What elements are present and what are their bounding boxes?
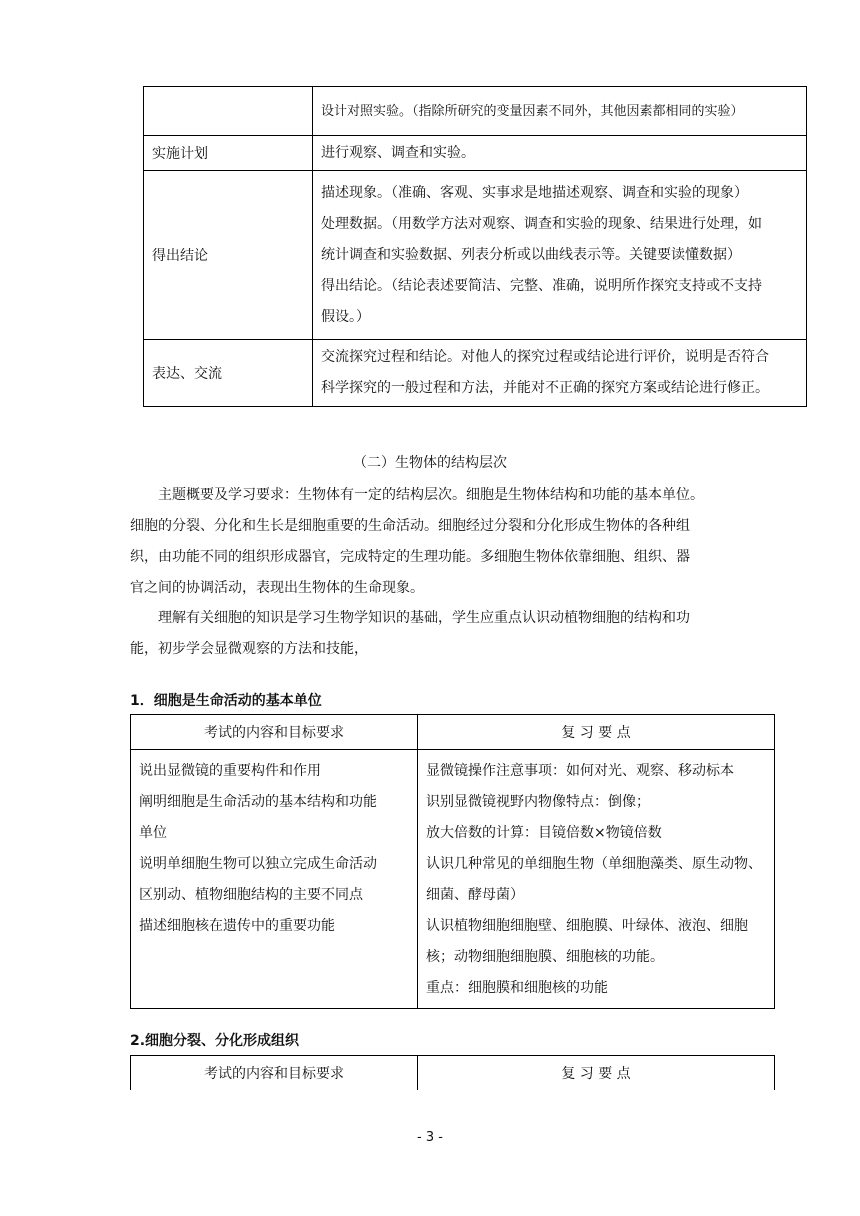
- table-row: [144, 87, 807, 136]
- procedure-table: [143, 86, 807, 407]
- row-content: [313, 87, 807, 136]
- row-line: 统计调查和实验数据、列表分析或以曲线表示等。关键要读懂数据）: [321, 246, 741, 263]
- intro-paragraph: [130, 480, 750, 604]
- heading-cell-division: 2.细胞分裂、分化形成组织: [130, 1033, 300, 1049]
- review-line: 显微镜操作注意事项：如何对光、观察、移动标本: [426, 763, 734, 779]
- heading-cell-unit: 1．细胞是生命活动的基本单位: [130, 693, 322, 709]
- table-row: [144, 340, 807, 407]
- review-line: 重点：细胞膜和细胞核的功能: [426, 980, 608, 996]
- header-right: 复 习 要 点: [418, 1056, 775, 1091]
- requirement-line: 说明单细胞生物可以独立完成生命活动: [139, 856, 377, 872]
- table-header-row: [131, 1056, 775, 1091]
- cell-unit-table: [130, 714, 775, 1009]
- review-points-cell: [418, 750, 775, 1009]
- review-line: 核；动物细胞细胞膜、细胞核的功能。: [426, 949, 664, 965]
- section-title: （二）生物体的结构层次: [353, 455, 507, 471]
- intro-line: 官之间的协调活动，表现出生物体的生命现象。: [130, 580, 424, 596]
- row-label: [144, 87, 313, 136]
- review-line: 认识几种常见的单细胞生物（单细胞藻类、原生动物、: [426, 856, 762, 872]
- review-line: 识别显微镜视野内物像特点：倒像；: [426, 794, 650, 810]
- row-line: 科学探究的一般过程和方法，并能对不正确的探究方案或结论进行修正。: [321, 380, 769, 396]
- requirement-line: 区别动、植物细胞结构的主要不同点: [139, 887, 363, 903]
- row-line: 进行观察、调查和实验。: [321, 144, 475, 161]
- row-line: 设计对照实验。（指除所研究的变量因素不同外，其他因素都相同的实验）: [321, 103, 744, 119]
- page-number: - 3 -: [417, 1130, 443, 1145]
- review-line: 放大倍数的计算：目镜倍数×物镜倍数: [426, 825, 662, 841]
- understand-line: 理解有关细胞的知识是学习生物学知识的基础，学生应重点认识动植物细胞的结构和功: [158, 610, 690, 626]
- table-row: [131, 750, 775, 1009]
- requirements-cell: [131, 750, 418, 1009]
- header-left: 考试的内容和目标要求: [131, 1056, 418, 1091]
- row-line: 描述现象。（准确、客观、实事求是地描述观察、调查和实验的现象）: [321, 184, 748, 201]
- requirement-line: 单位: [139, 825, 167, 841]
- understand-paragraph: [130, 603, 750, 665]
- requirement-line: 说出显微镜的重要构件和作用: [139, 763, 321, 779]
- row-line: 处理数据。（用数学方法对观察、调查和实验的现象、结果进行处理，如: [321, 215, 762, 232]
- row-content: [313, 171, 807, 340]
- review-line: 认识植物细胞细胞壁、细胞膜、叶绿体、液泡、细胞: [426, 918, 748, 934]
- row-content: [313, 340, 807, 407]
- row-content: [313, 136, 807, 171]
- row-line: 假设。）: [321, 308, 370, 325]
- cell-division-table: [130, 1055, 775, 1090]
- table-header-row: [131, 715, 775, 750]
- row-label: 表达、交流: [144, 340, 313, 407]
- header-right: 复 习 要 点: [418, 715, 775, 750]
- table-row: [144, 171, 807, 340]
- row-line: 交流探究过程和结论。对他人的探究过程或结论进行评价，说明是否符合: [321, 349, 769, 365]
- header-left: 考试的内容和目标要求: [131, 715, 418, 750]
- requirement-line: 阐明细胞是生命活动的基本结构和功能: [139, 794, 377, 810]
- row-label: 实施计划: [144, 136, 313, 171]
- intro-line: 细胞的分裂、分化和生长是细胞重要的生命活动。细胞经过分裂和分化形成生物体的各种组: [130, 518, 690, 534]
- intro-line: 织，由功能不同的组织形成器官，完成特定的生理功能。多细胞生物体依靠细胞、组织、器: [130, 549, 690, 565]
- intro-line: 主题概要及学习要求：生物体有一定的结构层次。细胞是生物体结构和功能的基本单位。: [158, 487, 704, 503]
- review-line: 细菌、酵母菌）: [426, 887, 524, 903]
- table-row: [144, 136, 807, 171]
- requirement-line: 描述细胞核在遗传中的重要功能: [139, 918, 335, 934]
- understand-line: 能，初步学会显微观察的方法和技能，: [130, 641, 368, 657]
- row-label: 得出结论: [144, 171, 313, 340]
- row-line: 得出结论。（结论表述要简洁、完整、准确，说明所作探究支持或不支持: [321, 277, 762, 294]
